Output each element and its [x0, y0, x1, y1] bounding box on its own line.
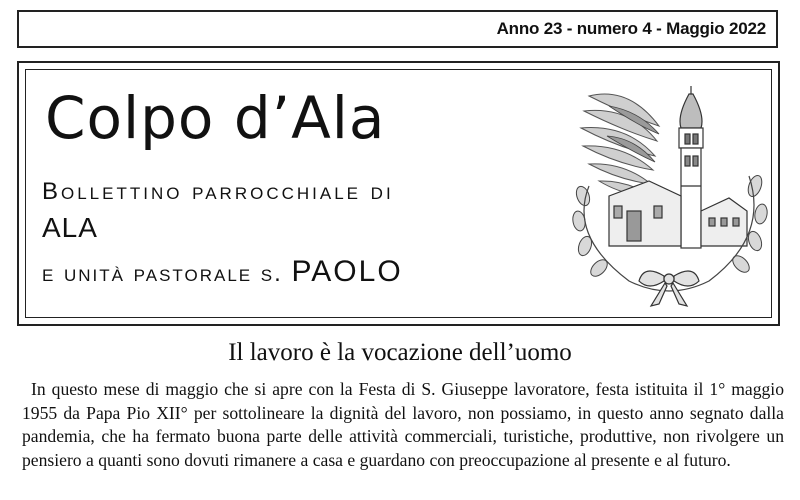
article-headline: Il lavoro è la vocazione dell’uomo: [228, 339, 572, 366]
subtitle-line-2: ALA: [42, 212, 98, 243]
issue-box: [17, 10, 778, 48]
issue-info: Anno 23 - numero 4 - Maggio 2022: [496, 19, 766, 38]
church-wing-illustration: [569, 86, 769, 310]
masthead: [17, 61, 780, 326]
subtitle-line-3-big: PAOLO: [291, 255, 403, 288]
subtitle-line-3: [42, 255, 403, 289]
article-paragraph: In questo mese di maggio che si apre con la Festa di S. Giuseppe lavoratore, festa istituita il 1° maggio 1955 da Papa Pio XII° per sottolineare la dignità del lavoro, non possiamo, in questo anno segnato dalla pandemia, che ha fermato buona parte delle attività commerciali, turistiche, produttive, non rivolgere un pensiero a quanti sono dovuti rimanere a casa e guardano con preoccupazione al presente e al futuro.: [22, 379, 784, 470]
newsletter-title: Colpo d’Ala: [45, 84, 386, 152]
subtitle-line-3-small: e unità pastorale s.: [42, 260, 283, 287]
masthead-inner-frame: [25, 69, 772, 318]
subtitle-line-1: Bollettino parrocchiale di: [42, 178, 394, 205]
